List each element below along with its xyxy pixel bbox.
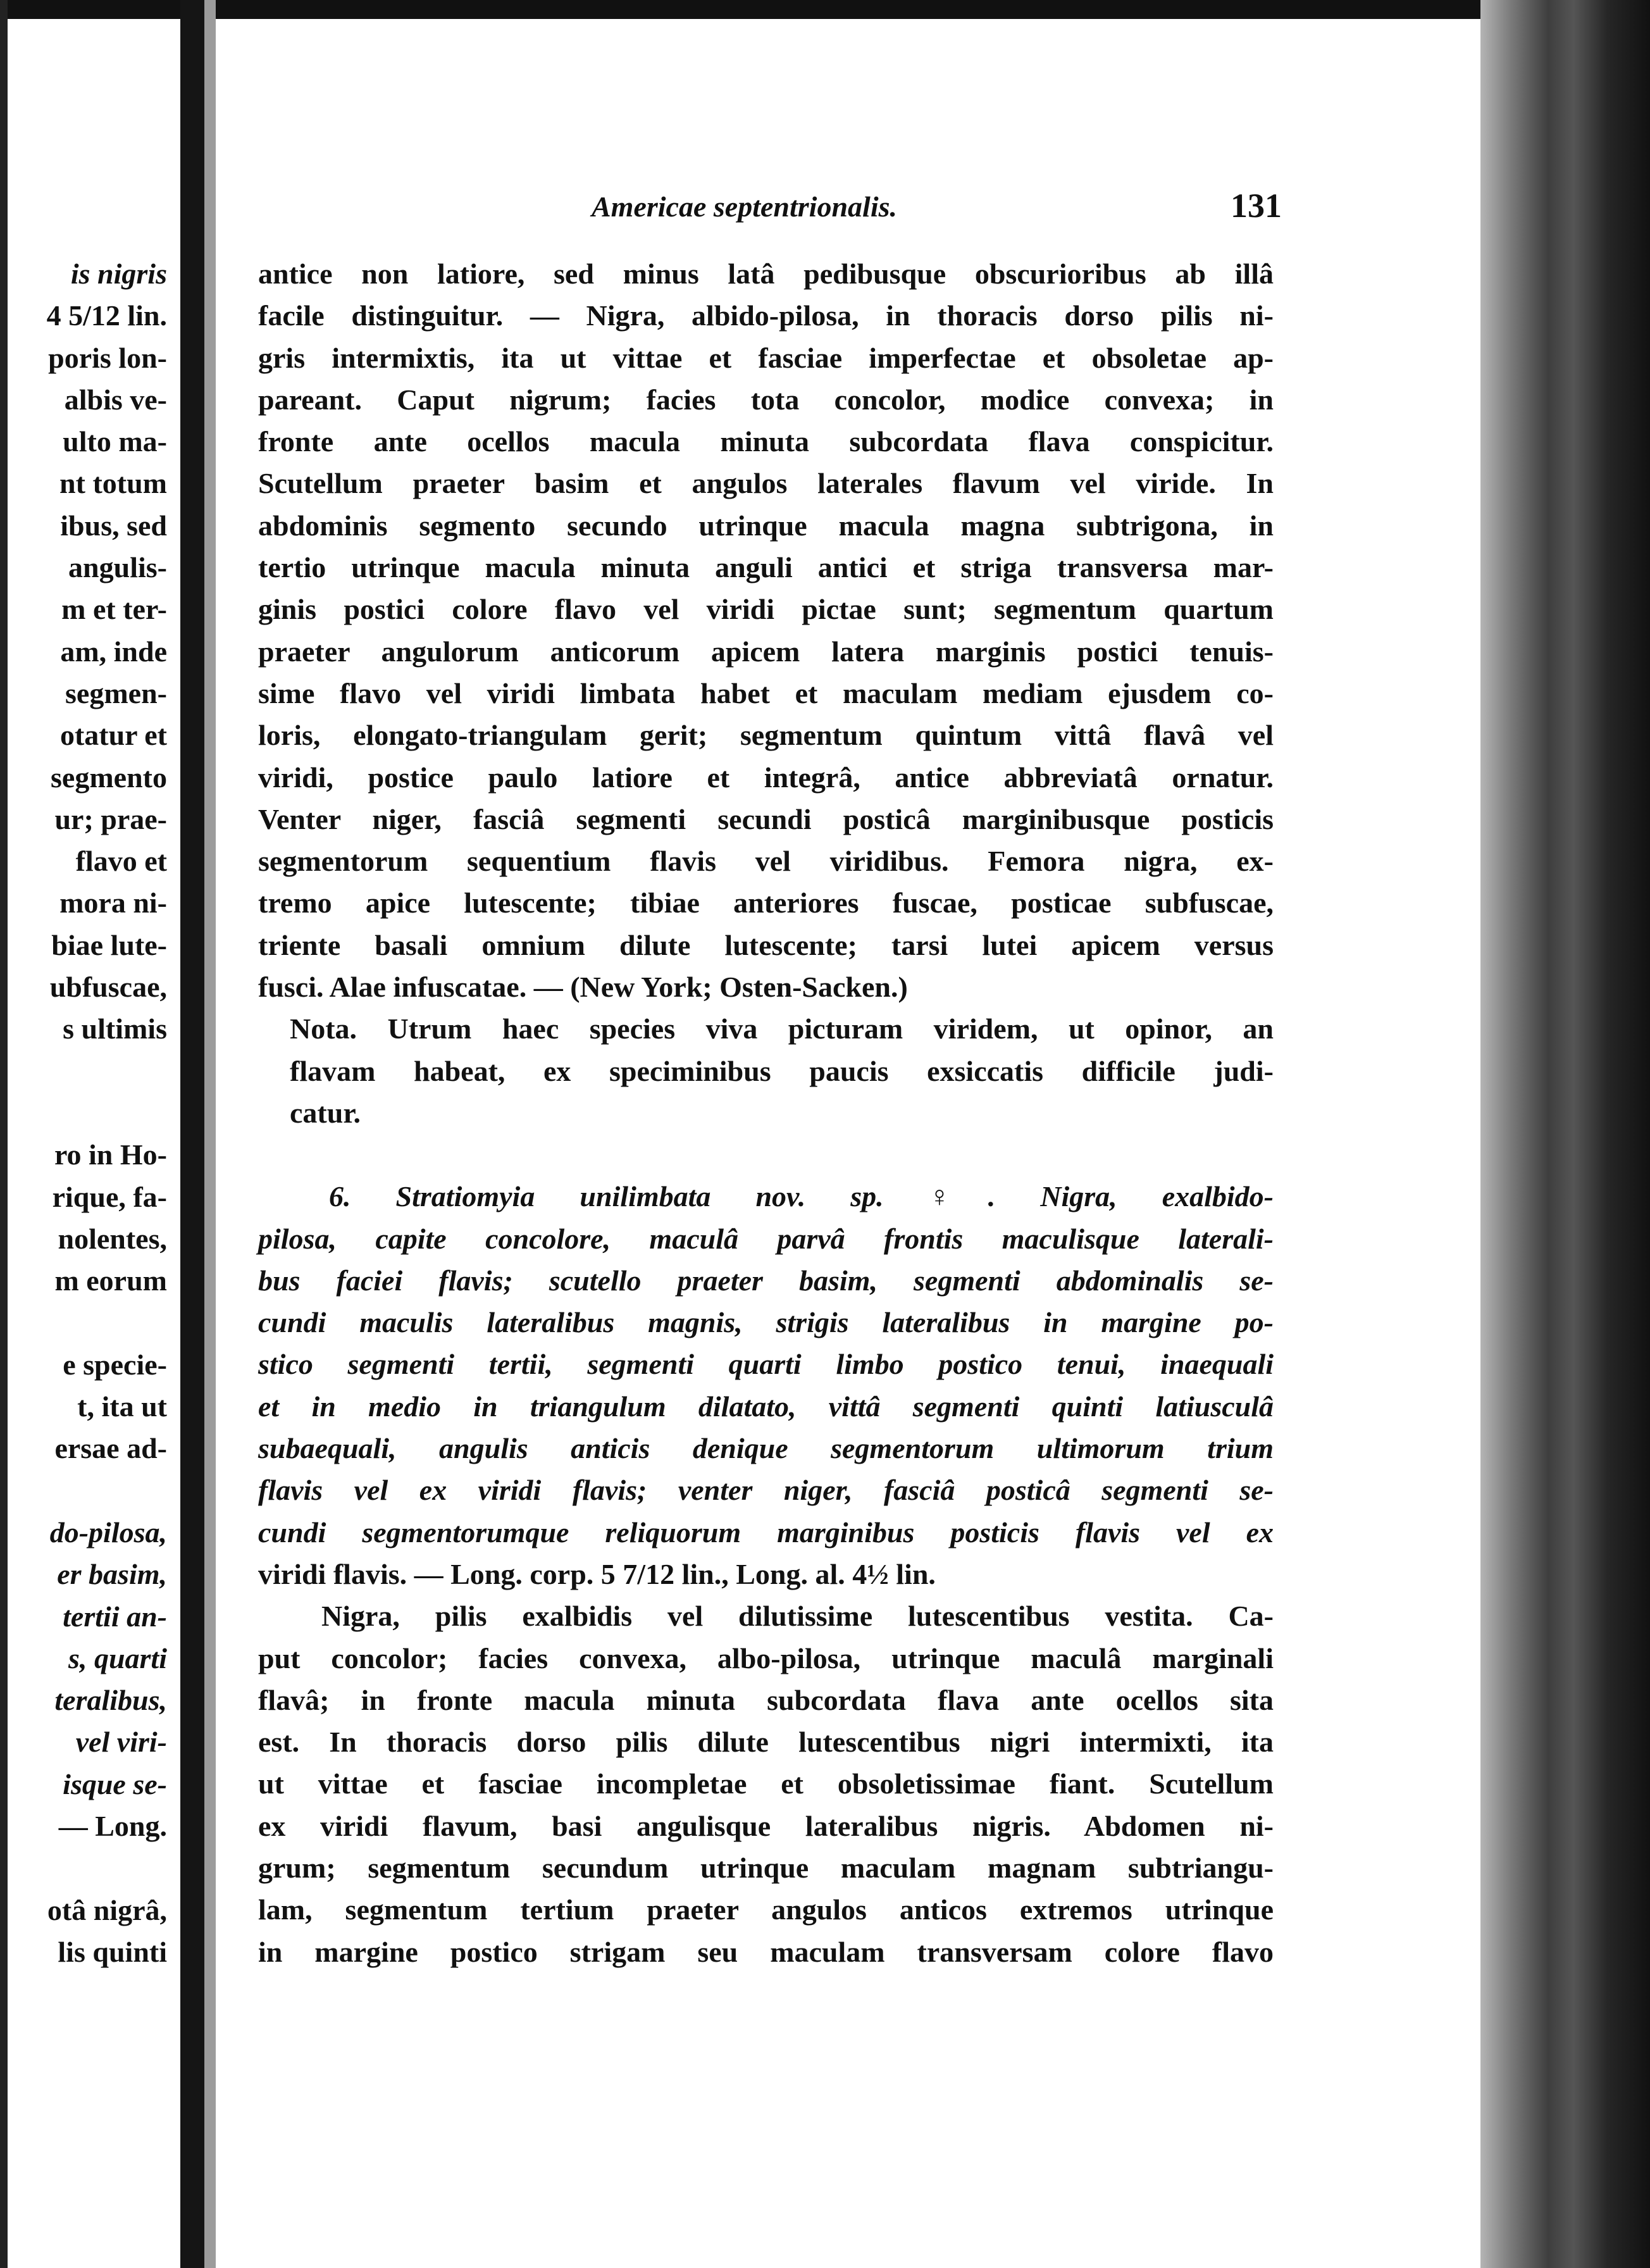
previous-page-fragment bbox=[9, 253, 167, 1973]
text-line: fronte ante ocellos macula minuta subcordata flava conspicitur. bbox=[258, 425, 1274, 458]
prev-page-line: segmento bbox=[51, 761, 167, 794]
paragraph-gap bbox=[258, 1134, 1274, 1176]
prev-page-line: ro in Ho- bbox=[54, 1138, 167, 1171]
prev-page-line: biae lute- bbox=[51, 928, 167, 961]
prev-page-line: tertii an- bbox=[63, 1600, 167, 1633]
page-number: 131 bbox=[1231, 187, 1282, 225]
text-line: segmentorum sequentium flavis vel viridibus. Femora nigra, ex- bbox=[258, 845, 1274, 878]
text-line: abdominis segmento secundo utrinque macula magna subtrigona, in bbox=[258, 509, 1274, 542]
text-line: bus faciei flavis; scutello praeter basim, segmenti abdominalis se- bbox=[258, 1264, 1274, 1297]
text-line: Nigra, pilis exalbidis vel dilutissime lutescentibus vestita. Ca- bbox=[321, 1600, 1274, 1633]
prev-page-line: angulis- bbox=[68, 551, 167, 584]
text-line: fusci. Alae infuscatae. — (New York; Osten-Sacken.) bbox=[258, 971, 908, 1004]
text-line: flavis vel ex viridi flavis; venter niger, fasciâ posticâ segmenti se- bbox=[258, 1474, 1274, 1507]
prev-page-line: is nigris bbox=[70, 258, 167, 290]
prev-page-line bbox=[9, 1470, 167, 1512]
nota-paragraph bbox=[258, 1008, 1274, 1134]
running-header: Americae septentrionalis. bbox=[592, 190, 897, 223]
prev-page-line: 4 5/12 lin. bbox=[46, 299, 167, 332]
text-line: put concolor; facies convexa, albo-pilosa, utrinque maculâ marginali bbox=[258, 1642, 1274, 1674]
prev-page-line bbox=[9, 1050, 167, 1092]
text-line: ex viridi flavum, basi angulisque lateralibus nigris. Abdomen ni- bbox=[258, 1809, 1274, 1842]
text-line: viridi flavis. — Long. corp. 5 7/12 lin., Long. al. 4½ lin. bbox=[258, 1557, 936, 1590]
prev-page-line: vel viri- bbox=[75, 1726, 167, 1759]
prev-page-line: e specie- bbox=[63, 1348, 167, 1381]
text-line: 6. Stratiomyia unilimbata nov. sp. ♀. Nigra, exalbido- bbox=[329, 1180, 1274, 1213]
prev-page-line: m et ter- bbox=[61, 593, 167, 626]
prev-page-line: m eorum bbox=[54, 1264, 167, 1297]
text-line: facile distinguitur. — Nigra, albido-pilosa, in thoracis dorso pilis ni- bbox=[258, 299, 1274, 332]
prev-page-line: ersae ad- bbox=[54, 1432, 167, 1465]
book-gutter bbox=[180, 0, 204, 2268]
prev-page-line: flavo et bbox=[75, 845, 167, 878]
text-line: triente basali omnium dilute lutescente; tarsi lutei apicem versus bbox=[258, 928, 1274, 961]
text-line: cundi segmentorumque reliquorum marginibus posticis flavis vel ex bbox=[258, 1516, 1274, 1548]
prev-page-line: teralibus, bbox=[54, 1684, 167, 1717]
prev-page-line: ibus, sed bbox=[60, 509, 167, 542]
main-text bbox=[258, 253, 1274, 1973]
text-line: tremo apice lutescente; tibiae anteriores fuscae, posticae subfuscae, bbox=[258, 887, 1274, 919]
prev-page-line: am, inde bbox=[60, 635, 167, 668]
prev-page-line bbox=[9, 1302, 167, 1343]
species-diagnosis bbox=[258, 1176, 1274, 1595]
prev-page-line: ulto ma- bbox=[63, 425, 167, 458]
prev-page-line: s, quarti bbox=[68, 1642, 167, 1674]
gutter-shadow bbox=[204, 0, 216, 2268]
text-line: subaequali, angulis anticis denique segmentorum ultimorum trium bbox=[258, 1432, 1274, 1465]
prev-page-line: er basim, bbox=[57, 1558, 167, 1591]
prev-page-line bbox=[9, 1847, 167, 1889]
text-line: loris, elongato-triangulam gerit; segmentum quintum vittâ flavâ vel bbox=[258, 719, 1274, 752]
prev-page-line bbox=[9, 1092, 167, 1134]
prev-page-line: do-pilosa, bbox=[49, 1516, 167, 1548]
text-line: catur. bbox=[290, 1096, 361, 1129]
text-line: lam, segmentum tertium praeter angulos anticos extremos utrinque bbox=[258, 1893, 1274, 1926]
prev-page-line: nt totum bbox=[59, 467, 167, 500]
text-line: Nota. Utrum haec species viva picturam viridem, ut opinor, an bbox=[290, 1012, 1274, 1045]
prev-page-line: segmen- bbox=[65, 676, 167, 709]
prev-page-line: s ultimis bbox=[63, 1012, 167, 1045]
text-line: Scutellum praeter basim et angulos laterales flavum vel viride. In bbox=[258, 467, 1274, 500]
text-line: flavam habeat, ex speciminibus paucis exsiccatis difficile judi- bbox=[290, 1054, 1274, 1087]
prev-page-line: — Long. bbox=[58, 1809, 167, 1842]
prev-page-line: mora ni- bbox=[59, 887, 167, 919]
prev-page-line: otatur et bbox=[59, 719, 167, 752]
text-line: gris intermixtis, ita ut vittae et fasciae imperfectae et obsoletae ap- bbox=[258, 341, 1274, 374]
text-line: est. In thoracis dorso pilis dilute lutescentibus nigri intermixti, ita bbox=[258, 1726, 1274, 1759]
prev-page-line: lis quinti bbox=[58, 1935, 167, 1968]
prev-page-line: isque se- bbox=[63, 1767, 167, 1800]
text-line: et in medio in triangulum dilatato, vittâ segmenti quinti latiusculâ bbox=[258, 1390, 1274, 1423]
text-line: praeter angulorum anticorum apicem latera marginis postici tenuis- bbox=[258, 635, 1274, 668]
species-description bbox=[258, 1595, 1274, 1973]
prev-page-line: t, ita ut bbox=[77, 1390, 167, 1423]
prev-page-line: nolentes, bbox=[58, 1222, 167, 1255]
text-line: stico segmenti tertii, segmenti quarti limbo postico tenui, inaequali bbox=[258, 1348, 1274, 1381]
text-line: antice non latiore, sed minus latâ pedibusque obscurioribus ab illâ bbox=[258, 258, 1274, 290]
text-line: viridi, postice paulo latiore et integrâ, antice abbreviatâ ornatur. bbox=[258, 761, 1274, 794]
text-line: ginis postici colore flavo vel viridi pictae sunt; segmentum quartum bbox=[258, 593, 1274, 626]
prev-page-line: otâ nigrâ, bbox=[47, 1893, 167, 1926]
text-line: flavâ; in fronte macula minuta subcordata flava ante ocellos sita bbox=[258, 1683, 1274, 1716]
text-line: sime flavo vel viridi limbata habet et maculam mediam ejusdem co- bbox=[258, 676, 1274, 709]
text-line: cundi maculis lateralibus magnis, strigis lateralibus in margine po- bbox=[258, 1306, 1274, 1339]
text-line: Venter niger, fasciâ segmenti secundi posticâ marginibusque posticis bbox=[258, 802, 1274, 835]
page-edge-shadow bbox=[1480, 0, 1650, 2268]
prev-page-line: rique, fa- bbox=[52, 1180, 167, 1213]
prev-page-line: ur; prae- bbox=[54, 802, 167, 835]
text-line: pareant. Caput nigrum; facies tota concolor, modice convexa; in bbox=[258, 383, 1274, 416]
prev-page-line: ubfuscae, bbox=[49, 971, 167, 1004]
prev-page-line: poris lon- bbox=[48, 341, 167, 374]
paragraph-description-continued bbox=[258, 253, 1274, 1008]
text-line: pilosa, capite concolore, maculâ parvâ frontis maculisque laterali- bbox=[258, 1222, 1274, 1255]
scan-left-border bbox=[0, 0, 8, 2268]
text-line: in margine postico strigam seu maculam transversam colore flavo bbox=[258, 1935, 1274, 1968]
text-line: ut vittae et fasciae incompletae et obsoletissimae fiant. Scutellum bbox=[258, 1767, 1274, 1800]
prev-page-line: albis ve- bbox=[64, 383, 167, 416]
text-line: grum; segmentum secundum utrinque maculam magnam subtriangu- bbox=[258, 1851, 1274, 1884]
scan-top-border bbox=[0, 0, 1650, 19]
text-line: tertio utrinque macula minuta anguli antici et striga transversa mar- bbox=[258, 551, 1274, 584]
